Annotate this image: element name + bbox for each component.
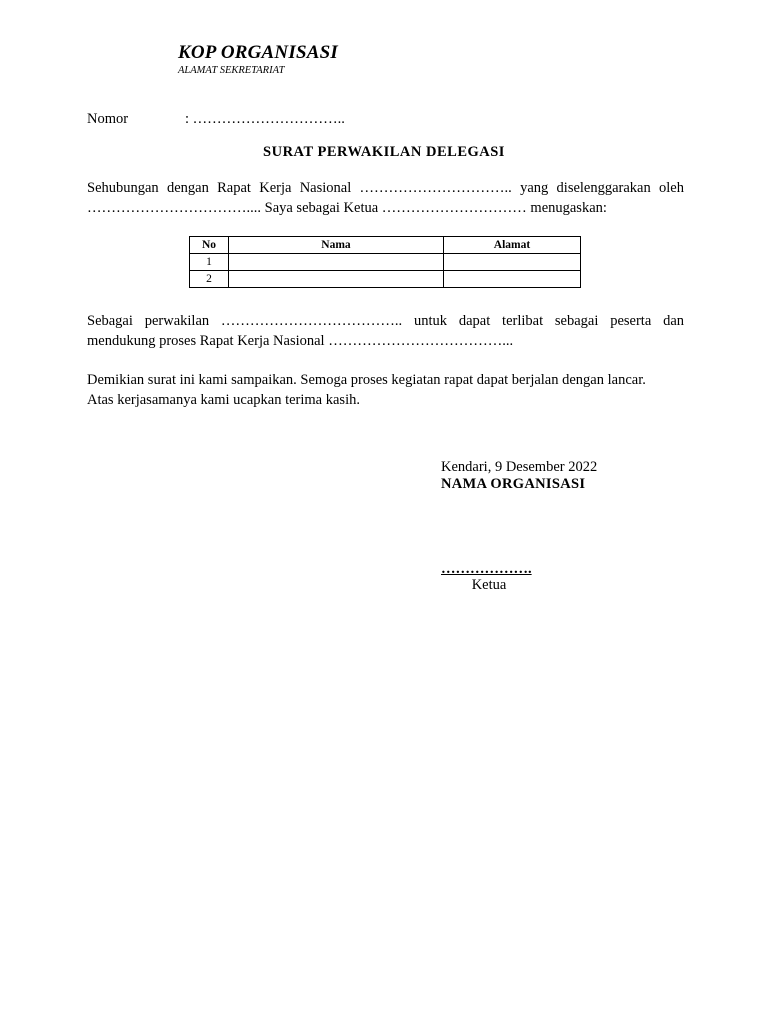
table-cell-alamat	[444, 254, 581, 271]
table-header-nama: Nama	[229, 237, 444, 254]
closing-paragraph-line-1: Demikian surat ini kami sampaikan. Semoga proses kegiatan rapat dapat berjalan dengan lancar.	[87, 372, 646, 388]
table-cell-nama	[229, 271, 444, 288]
document-title: SURAT PERWAKILAN DELEGASI	[263, 144, 505, 160]
opening-paragraph	[87, 178, 684, 218]
representation-paragraph-line-1: Sebagai perwakilan ……………………………….. untuk dapat terlibat sebagai peserta dan	[87, 313, 684, 329]
representation-paragraph	[87, 311, 684, 351]
table-cell-no: 2	[190, 271, 229, 288]
signature-name: ……………….	[441, 561, 532, 577]
signature-organization: NAMA ORGANISASI	[441, 476, 586, 492]
opening-paragraph-line-1: Sehubungan dengan Rapat Kerja Nasional ………………………….. yang diselenggarakan oleh	[87, 180, 684, 196]
table-cell-alamat	[444, 271, 581, 288]
table-cell-nama	[229, 254, 444, 271]
table-row	[190, 254, 581, 271]
table-header-alamat: Alamat	[444, 237, 581, 254]
table-header-no: No	[190, 237, 229, 254]
delegates-table	[189, 236, 581, 288]
table-row	[190, 271, 581, 288]
letterhead-address: ALAMAT SEKRETARIAT	[178, 65, 285, 76]
nomor-label: Nomor	[87, 111, 129, 127]
signature-place-date: Kendari, 9 Desember 2022	[441, 459, 598, 475]
representation-paragraph-line-2: mendukung proses Rapat Kerja Nasional ………………………………...	[87, 333, 514, 349]
letterhead-title: KOP ORGANISASI	[178, 42, 338, 63]
nomor-value: : …………………………..	[185, 111, 345, 127]
signature-role: Ketua	[471, 577, 507, 593]
closing-paragraph	[87, 370, 684, 410]
opening-paragraph-line-2: …………………………….... Saya sebagai Ketua ………………………… menugaskan:	[87, 200, 607, 216]
table-header-row	[190, 237, 581, 254]
closing-paragraph-line-2: Atas kerjasamanya kami ucapkan terima kasih.	[87, 392, 360, 408]
table-cell-no: 1	[190, 254, 229, 271]
